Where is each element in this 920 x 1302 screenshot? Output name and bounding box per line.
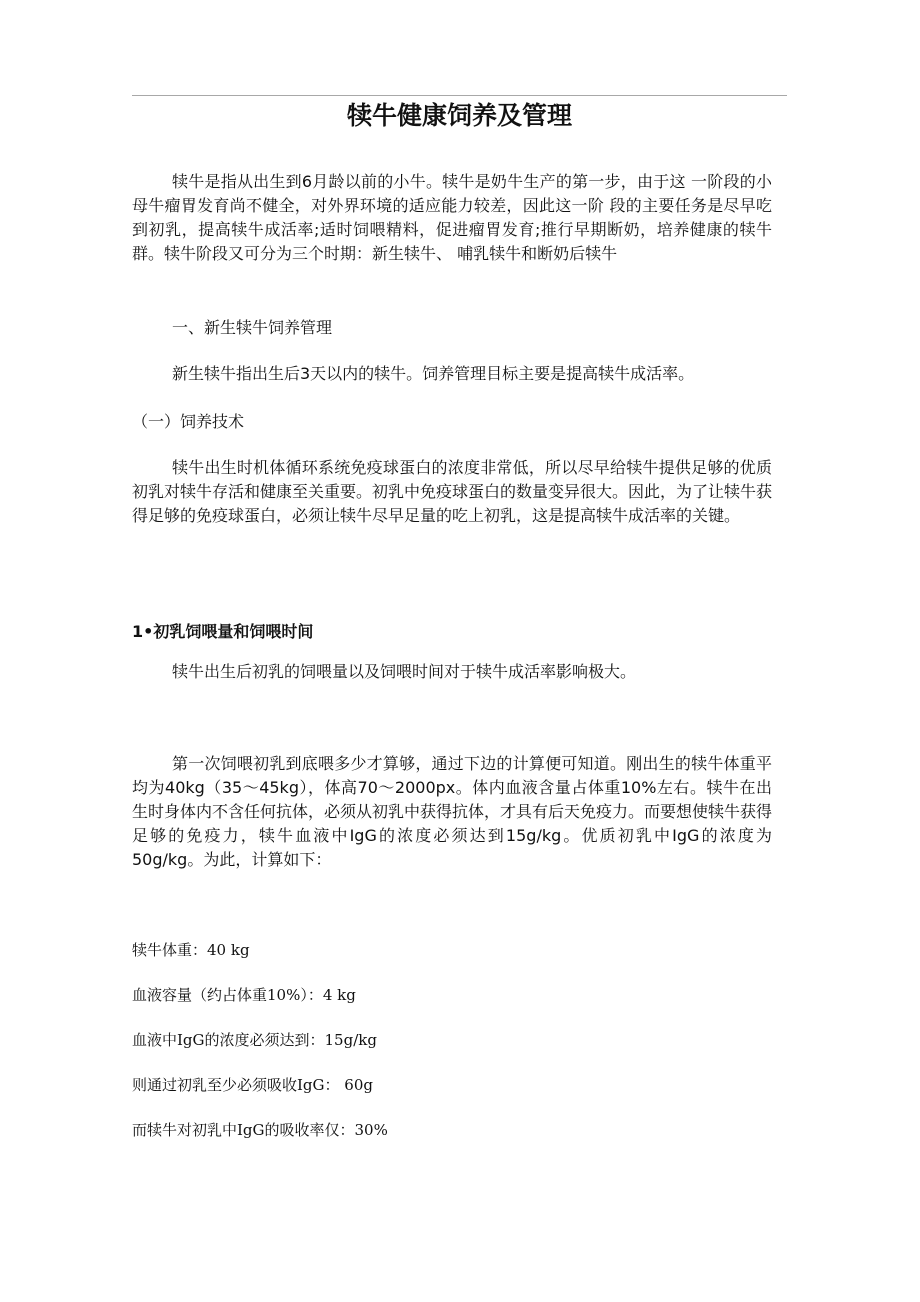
newborn-intro-text: 新生犊牛指出生后3天以内的犊牛。饲养管理目标主要是提高犊牛成活率。 (172, 364, 695, 383)
calc-line-igg-absorb: 则通过初乳至少必须吸收IgG： 60g (132, 1076, 373, 1094)
calc-line-igg-required: 血液中IgG的浓度必须达到：15g/kg (132, 1031, 377, 1049)
section-heading-newborn: 一、新生犊牛饲养管理 (172, 318, 333, 337)
feeding-technique-paragraph: 犊牛出生时机体循环系统免疫球蛋白的浓度非常低，所以尽早给犊牛提供足够的优质初乳对犊牛存活和健康至关重要。初乳中免疫球蛋白的数量变异很大。因此，为了让犊牛获得足够的免疫球蛋白，必须让犊牛尽早足量的吃上初乳，这是提高犊牛成活率的关键。 (132, 458, 773, 525)
intro-paragraph: 犊牛是指从出生到6月龄以前的小牛。犊牛是奶牛生产的第一步，由于这 一阶段的小母牛瘤胃发育尚不健全，对外界环境的适应能力较差，因此这一阶 段的主要任务是尽早吃到初乳，提高犊牛成活率;适时饲喂精料，促进瘤胃发育;推行早期断奶，培养健康的犊牛群。犊牛阶段又可分为三个时期：新生犊牛、 哺乳犊牛和断奶后犊牛 (132, 172, 772, 263)
header-rule (132, 95, 787, 96)
page-title: 犊牛健康饲养及管理 (346, 101, 572, 130)
colostrum-intro-text: 犊牛出生后初乳的饲喂量以及饲喂时间对于犊牛成活率影响极大。 (172, 662, 637, 681)
calc-line-weight: 犊牛体重：40 kg (132, 941, 250, 959)
subsection-heading-feeding: （一）饲养技术 (132, 412, 245, 431)
item-heading-colostrum: 1•初乳饲喂量和饲喂时间 (132, 622, 314, 641)
calc-line-absorb-rate: 而犊牛对初乳中IgG的吸收率仅：30% (132, 1121, 388, 1139)
calc-line-blood-volume: 血液容量（约占体重10%）：4 kg (132, 986, 356, 1004)
calculation-intro-paragraph: 第一次饲喂初乳到底喂多少才算够，通过下边的计算便可知道。刚出生的犊牛体重平均为40kg（35～45kg），体高70～2000px。体内血液含量占体重10%左右。犊牛在出生时身体内不含任何抗体，必须从初乳中获得抗体，才具有后天免疫力。而要想使犊牛获得足够的免疫力，犊牛血液中IgG的浓度必须达到15g/kg。优质初乳中IgG的浓度为50g/kg。为此，计算如下： (132, 754, 773, 869)
